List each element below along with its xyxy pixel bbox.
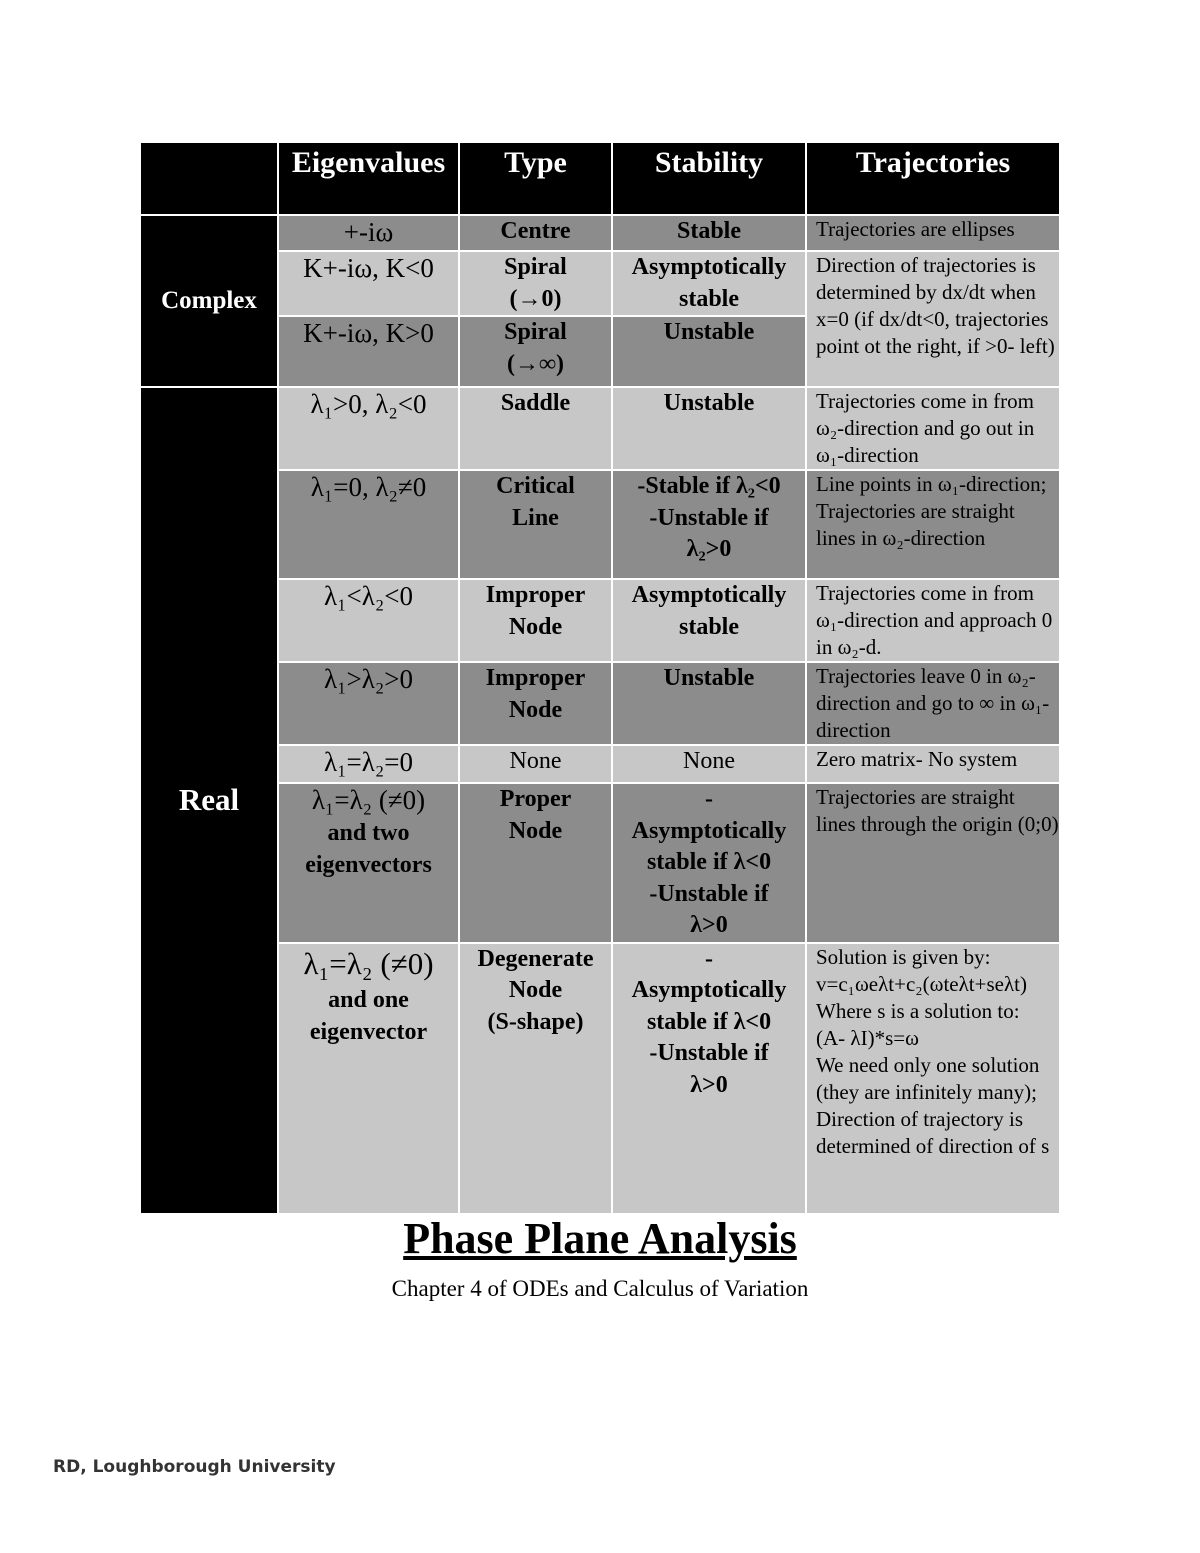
page-title: Phase Plane Analysis [403,1214,797,1263]
table-row [140,215,1060,251]
cell-type: Proper Node [459,783,612,943]
eigenvalue-note: and two eigenvectors [305,820,432,878]
page-subtitle: Chapter 4 of ODEs and Calculus of Variation [391,1276,809,1301]
cell-type: Spiral (→0) [459,251,612,316]
header-type: Type [459,142,612,215]
category-real: Real [140,387,278,1214]
cell-type: Saddle [459,387,612,470]
cell-eigenvalue: +-iω [278,215,459,251]
cell-type: Spiral (→∞) [459,316,612,387]
table-row [140,943,1060,1214]
cell-stability: Unstable [612,662,806,745]
cell-eigenvalue: λ₁=λ₂=0 [278,745,459,783]
cell-eigenvalue: λ₁<λ₂<0 [278,579,459,662]
cell-eigenvalue [278,783,459,943]
cell-eigenvalue [278,943,459,1214]
table-row [140,470,1060,579]
cell-type: Improper Node [459,579,612,662]
cell-eigenvalue: K+-iω, K>0 [278,316,459,387]
header-empty [140,142,278,215]
cell-type: Degenerate Node (S-shape) [459,943,612,1214]
cell-trajectories: Solution is given by: v=c₁ωeλt+c₂(ωteλt+seλt) Where s is a solution to: (A- λI)*s=ω We need only one solution (they are infinitely many); Direction of trajectory is determined of direction of s [806,943,1060,1214]
cell-trajectories: Zero matrix- No system [806,745,1060,783]
eigenvalue-main: λ₁=λ₂ (≠0) [303,945,434,981]
cell-stability: None [612,745,806,783]
cell-stability: -Stable if λ₂<0 -Unstable if λ₂>0 [612,470,806,579]
header-eigenvalues: Eigenvalues [278,142,459,215]
cell-eigenvalue: λ₁>λ₂>0 [278,662,459,745]
header-trajectories: Trajectories [806,142,1060,215]
table-row [140,783,1060,943]
cell-trajectories: Direction of trajectories is determined by dx/dt when x=0 (if dx/dt<0, trajectories point ot the right, if >0- left) [806,251,1060,387]
eigenvalue-main: λ₁=λ₂ (≠0) [311,785,426,815]
cell-stability: Asymptotically stable [612,579,806,662]
cell-type: Critical Line [459,470,612,579]
cell-type: Improper Node [459,662,612,745]
cell-trajectories: Trajectories come in from ω₂-direction and go out in ω₁-direction [806,387,1060,470]
category-complex: Complex [140,215,278,387]
cell-stability: - Asymptotically stable if λ<0 -Unstable if λ>0 [612,783,806,943]
table-row [140,662,1060,745]
cell-trajectories: Trajectories are straight lines through the origin (0;0) [806,783,1060,943]
cell-trajectories: Trajectories leave 0 in ω₂-direction and go to ∞ in ω₁-direction [806,662,1060,745]
eigenvalue-note: and one eigenvector [309,986,428,1045]
footer-text: RD, Loughborough University [53,1457,336,1477]
header-row [140,142,1060,215]
cell-trajectories: Trajectories are ellipses [806,215,1060,251]
cell-stability: Unstable [612,316,806,387]
phase-plane-table [139,141,1061,1215]
cell-stability: Asymptotically stable [612,251,806,316]
cell-eigenvalue: λ₁>0, λ₂<0 [278,387,459,470]
cell-eigenvalue: K+-iω, K<0 [278,251,459,316]
table-row [140,745,1060,783]
cell-type: None [459,745,612,783]
cell-stability: - Asymptotically stable if λ<0 -Unstable if λ>0 [612,943,806,1214]
cell-type: Centre [459,215,612,251]
header-stability: Stability [612,142,806,215]
cell-stability: Unstable [612,387,806,470]
cell-stability: Stable [612,215,806,251]
cell-trajectories: Line points in ω₁-direction; Trajectories are straight lines in ω₂-direction [806,470,1060,579]
table-row [140,251,1060,316]
table-row [140,579,1060,662]
cell-trajectories: Trajectories come in from ω₁-direction and approach 0 in ω₂-d. [806,579,1060,662]
cell-eigenvalue: λ₁=0, λ₂≠0 [278,470,459,579]
table-row [140,387,1060,470]
